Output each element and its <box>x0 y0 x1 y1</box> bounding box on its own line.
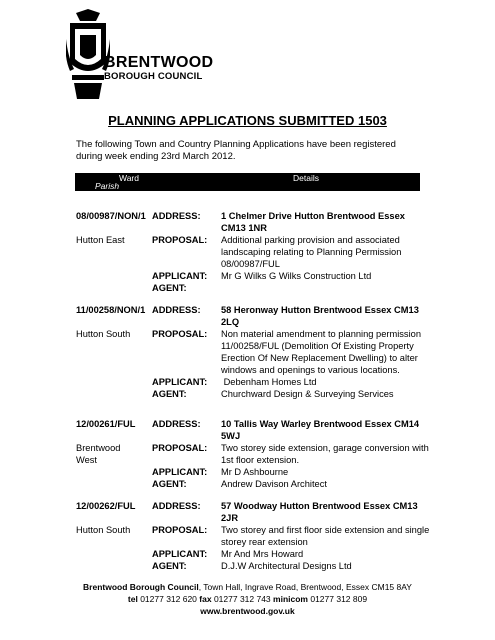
agent-label: AGENT: <box>152 479 187 489</box>
footer-address-text: , Town Hall, Ingrave Road, Brentwood, Essex CM15 8AY <box>198 582 412 592</box>
application-ref: 12/00262/FUL <box>76 501 136 511</box>
proposal-line: windows and openings to various locations. <box>221 365 400 375</box>
agent-label: AGENT: <box>152 283 187 293</box>
agent-label: AGENT: <box>152 561 187 571</box>
ward-name: Hutton South <box>76 329 131 339</box>
column-header-ward: Ward <box>119 173 139 183</box>
footer-minicom-label: minicom <box>273 594 308 604</box>
ward-name: Hutton East <box>76 235 125 245</box>
application-ref: 08/00987/NON/1 <box>76 211 146 221</box>
council-logo-text <box>104 54 213 82</box>
address-label: ADDRESS: <box>152 501 201 511</box>
table-header-bar <box>75 173 420 191</box>
column-header-details: Details <box>293 173 319 183</box>
address-label: ADDRESS: <box>152 305 201 315</box>
footer-fax: 01277 312 743 <box>211 594 274 604</box>
address-line: 2JR <box>221 513 239 523</box>
proposal-line: Erection Of New Replacement Dwelling) to alter <box>221 353 418 363</box>
footer-website-link[interactable]: www.brentwood.gov.uk <box>200 606 295 616</box>
logo-name: BRENTWOOD <box>104 54 214 71</box>
proposal-line: Additional parking provision and associated <box>221 235 400 245</box>
proposal-line: 08/00987/FUL <box>221 259 280 269</box>
footer-tel-label: tel <box>127 594 138 604</box>
proposal-label: PROPOSAL: <box>152 235 208 245</box>
address-label: ADDRESS: <box>152 211 201 221</box>
address-label: ADDRESS: <box>152 419 201 429</box>
ward-name: Hutton South <box>76 525 131 535</box>
applicant-label: APPLICANT: <box>152 549 208 559</box>
proposal-label: PROPOSAL: <box>152 329 208 339</box>
intro-paragraph: The following Town and Country Planning Applications have been registered during week ending 23rd March 2012. <box>76 139 396 162</box>
agent-label: AGENT: <box>152 389 187 399</box>
agent-value: Andrew Davison Architect <box>221 479 327 489</box>
proposal-line: Non material amendment to planning permission <box>221 329 421 339</box>
address-line: CM13 1NR <box>221 223 267 233</box>
proposal-line: landscaping relating to Planning Permission <box>221 247 402 257</box>
agent-value: D.J.W Architectural Designs Ltd <box>221 561 352 571</box>
applicant-label: APPLICANT: <box>152 467 208 477</box>
proposal-line: Two storey side extension, garage conversion with <box>221 443 429 453</box>
applicant-label: APPLICANT: <box>152 271 208 281</box>
footer-contact <box>0 593 495 605</box>
proposal-line: storey rear extension <box>221 537 308 547</box>
proposal-line: Two storey and first floor side extension and single <box>221 525 430 535</box>
footer-fax-label: fax <box>199 594 212 604</box>
logo-subtitle: BOROUGH COUNCIL <box>104 71 203 82</box>
proposal-line: 11/00258/FUL (Demolition Of Existing Property <box>221 341 414 351</box>
address-line: 1 Chelmer Drive Hutton Brentwood Essex <box>221 211 405 221</box>
applicant-value: Mr D Ashbourne <box>221 467 289 477</box>
application-ref: 11/00258/NON/1 <box>76 305 146 315</box>
proposal-label: PROPOSAL: <box>152 525 208 535</box>
agent-value: Churchward Design & Surveying Services <box>221 389 394 399</box>
column-header-parish: Parish <box>95 181 120 191</box>
footer-tel: 01277 312 620 <box>137 594 200 604</box>
applicant-value: Debenham Homes Ltd <box>221 377 317 387</box>
proposal-label: PROPOSAL: <box>152 443 208 453</box>
address-line: 2LQ <box>221 317 240 327</box>
address-line: 10 Tallis Way Warley Brentwood Essex CM14 <box>221 419 420 429</box>
footer-address <box>0 581 495 593</box>
address-line: 58 Heronway Hutton Brentwood Essex CM13 <box>221 305 419 315</box>
footer-council-name: Brentwood Borough Council <box>83 582 199 592</box>
ward-name: Brentwood <box>76 443 121 453</box>
address-line: 5WJ <box>221 431 241 441</box>
applicant-value: Mr G Wilks G Wilks Construction Ltd <box>221 271 372 281</box>
application-ref: 12/00261/FUL <box>76 419 136 429</box>
footer-minicom: 01277 312 809 <box>307 594 368 604</box>
page-title: PLANNING APPLICATIONS SUBMITTED 1503 <box>108 113 387 128</box>
address-line: 57 Woodway Hutton Brentwood Essex CM13 <box>221 501 418 511</box>
ward-name: West <box>76 455 98 465</box>
applicant-value: Mr And Mrs Howard <box>221 549 304 559</box>
proposal-line: 1st floor extension. <box>221 455 300 465</box>
applicant-label: APPLICANT: <box>152 377 208 387</box>
